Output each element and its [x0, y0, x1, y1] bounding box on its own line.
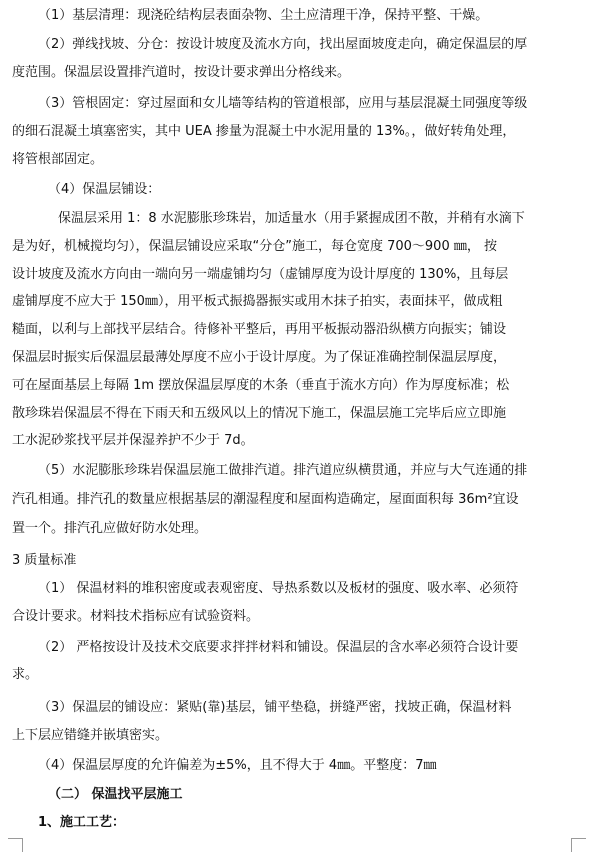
paragraph-line: （1）基层清理：现浇砼结构层表面杂物、尘土应清理干净，保持平整、干燥。 — [38, 8, 489, 23]
page-corner-mark-right-h — [572, 838, 586, 839]
paragraph-line: 汽孔相通。排汽孔的数量应根据基层的潮湿程度和屋面构造确定，屋面面积每 36m²宜设 — [12, 492, 519, 507]
paragraph-line: 散珍珠岩保温层不得在下雨天和五级风以上的情况下施工，保温层施工完毕后应立即施 — [12, 406, 507, 421]
paragraph-line: （3）管根固定：穿过屋面和女儿墙等结构的管道根部，应用与基层混凝土同强度等级 — [38, 96, 528, 111]
paragraph-line: 工水泥砂浆找平层并保湿养护不少于 7d。 — [12, 433, 254, 448]
paragraph-line: （2） 严格按设计及技术交底要求拌拌材料和铺设。保温层的含水率必须符合设计要 — [38, 640, 519, 655]
paragraph-line: 设计坡度及流水方向由一端向另一端虚铺均匀（虚铺厚度为设计厚度的 130%，且每层 — [12, 267, 509, 282]
paragraph-line: 虚铺厚度不应大于 150㎜），用平板式振捣器振实或用木抹子拍实，表面抹平，做成粗 — [12, 294, 503, 309]
page-corner-mark-left-h — [8, 838, 22, 839]
paragraph-line: 的细石混凝土填塞密实，其中 UEA 掺量为混凝土中水泥用量的 13%。，做好转角处理， — [12, 124, 516, 139]
paragraph-line: （1） 保温材料的堆积密度或表观密度、导热系数以及板材的强度、吸水率、必须符 — [38, 581, 519, 596]
page-corner-mark-right-v — [571, 838, 572, 852]
paragraph-line: （2）弹线找坡、分仓：按设计坡度及流水方向，找出屋面坡度走向，确定保温层的厚 — [38, 37, 528, 52]
page-corner-mark-left-v — [22, 838, 23, 852]
subsection-heading: 1、施工工艺： — [38, 815, 126, 830]
paragraph-line: 是为好，机械搅均匀），保温层铺设应采取“分仓”施工，每仓宽度 700～900 ㎜， 按 — [12, 239, 497, 254]
paragraph-line: 保温层时振实后保温层最薄处厚度不应小于设计厚度。为了保证准确控制保温层厚度， — [12, 350, 507, 365]
paragraph-line: 求。 — [12, 667, 39, 682]
section-heading: 3 质量标准 — [12, 553, 77, 568]
paragraph-line: 保温层采用 1：8 水泥膨胀珍珠岩，加适量水（用手紧握成团不散，并稍有水滴下 — [58, 211, 525, 226]
paragraph-line: （4）保温层铺设： — [48, 182, 161, 197]
paragraph-line: 置一个。排汽孔应做好防水处理。 — [12, 521, 208, 536]
paragraph-line: 上下层应错缝并嵌填密实。 — [12, 728, 169, 743]
paragraph-line: （5）水泥膨胀珍珠岩保温层施工做排汽道。排汽道应纵横贯通，并应与大气连通的排 — [38, 463, 528, 478]
paragraph-line: 可在屋面基层上每隔 1m 摆放保温层厚度的木条（垂直于流水方向）作为厚度标准；松 — [12, 378, 510, 393]
subsection-heading: （二） 保温找平层施工 — [48, 787, 183, 802]
paragraph-line: （3）保温层的铺设应：紧贴(靠)基层，铺平垫稳，拼缝严密，找坡正确，保温材料 — [38, 700, 512, 715]
paragraph-line: 糙面，以利与上部找平层结合。待修补平整后，再用平板振动器沿纵横方向振实；铺设 — [12, 322, 507, 337]
paragraph-line: 将管根部固定。 — [12, 152, 104, 167]
paragraph-line: 合设计要求。材料技术指标应有试验资料。 — [12, 609, 260, 624]
paragraph-line: （4）保温层厚度的允许偏差为±5%，且不得大于 4㎜。平整度：7㎜ — [38, 758, 437, 773]
paragraph-line: 度范围。保温层设置排汽道时，按设计要求弹出分格线来。 — [12, 65, 351, 80]
